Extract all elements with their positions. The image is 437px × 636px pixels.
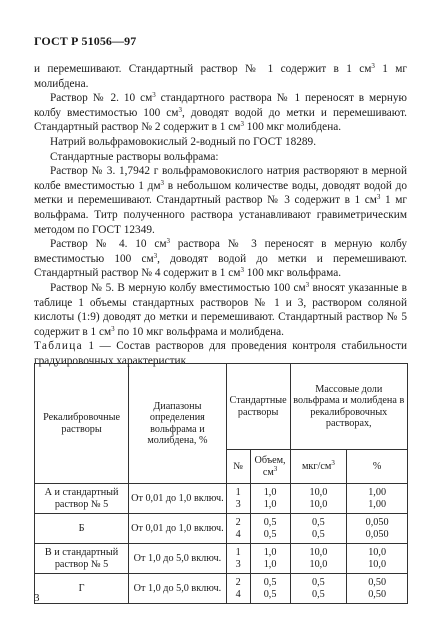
row-mkg: 0,5 0,5 <box>290 514 347 544</box>
row-volumes: 1,0 1,0 <box>250 544 290 574</box>
page-header: ГОСТ Р 51056—97 <box>34 34 137 48</box>
header-recalibration-solutions: Рекалибровочные растворы <box>35 364 129 484</box>
row-name: В и стандартный раствор № 5 <box>35 544 129 574</box>
row-numbers: 2 4 <box>226 574 250 604</box>
table-caption: Таблица 1 — Состав растворов для проведения контроля стабильности градуировочных характеристик <box>34 340 407 367</box>
row-range: От 0,01 до 1,0 включ. <box>129 484 227 514</box>
table-row <box>35 514 408 544</box>
header-mkg-per-cm3: мкг/$см^3$ <box>290 450 347 484</box>
row-name: Б <box>35 514 129 544</box>
composition-table <box>34 363 408 604</box>
header-mass-fractions: Массовые доли вольфрама и молибдена в рекалибровочных растворах, <box>290 364 407 450</box>
row-numbers: 1 3 <box>226 484 250 514</box>
page-number: 3 <box>34 592 40 604</box>
row-volumes: 0,5 0,5 <box>250 514 290 544</box>
row-range: От 1,0 до 5,0 включ. <box>129 574 227 604</box>
table-row <box>35 544 408 574</box>
paragraph-solution-4: Раствор № 4. 10 $см^3$ раствора № 3 переносят в мерную колбу вместимостью 100 $см^3$, доводят водой до метки и перемешивают. Стандартный раствор № 4 содержит в 1 $см^3$ 100 мкг вольфрама. <box>34 237 407 280</box>
header-ranges: Диапазоны определения вольфрама и молибдена, % <box>129 364 227 484</box>
table-row <box>35 574 408 604</box>
row-mkg: 10,0 10,0 <box>290 484 347 514</box>
row-name: А и стандартный раствор № 5 <box>35 484 129 514</box>
row-range: От 1,0 до 5,0 включ. <box>129 544 227 574</box>
row-volumes: 0,5 0,5 <box>250 574 290 604</box>
paragraph-molybdenum-1: и перемешивают. Стандартный раствор № 1 содержит в 1 $см^3$ 1 мг молибдена. <box>34 62 407 90</box>
paragraph-solution-5: Раствор № 5. В мерную колбу вместимостью 100 $см^3$ вносят указанные в таблице 1 объемы стандартных растворов № 1 и 3, раствором соляной кислоты (1:9) доводят до метки и перемешивают. Стандартный раствор № 5 содержит в 1 $см^3$ по 10 мкг вольфрама и молибдена. <box>34 280 407 338</box>
row-mkg: 10,0 10,0 <box>290 544 347 574</box>
row-numbers: 1 3 <box>226 544 250 574</box>
header-number: № <box>226 450 250 484</box>
paragraph-tungsten-standards: Стандартные растворы вольфрама: <box>50 150 219 163</box>
row-name: Г <box>35 574 129 604</box>
header-percent: % <box>347 450 408 484</box>
row-numbers: 2 4 <box>226 514 250 544</box>
header-volume: Объем, $см^3$ <box>250 450 290 484</box>
paragraph-sodium-tungstate: Натрий вольфрамовокислый 2-водный по ГОСТ 18289. <box>50 135 317 148</box>
table-row <box>35 484 408 514</box>
row-volumes: 1,0 1,0 <box>250 484 290 514</box>
header-standard-solutions: Стандартные растворы <box>226 364 290 450</box>
row-mkg: 0,5 0,5 <box>290 574 347 604</box>
document-body <box>34 62 407 368</box>
table-caption-label: Таблица <box>34 340 83 353</box>
row-percent: 1,00 1,00 <box>347 484 408 514</box>
row-percent: 10,0 10,0 <box>347 544 408 574</box>
paragraph-solution-2: Раствор № 2. 10 $см^3$ стандартного раствора № 1 переносят в мерную колбу вместимостью 100 $см^3$, доводят водой до метки и перемешивают. Стандартный раствор № 2 содержит в 1 $см^3$ 100 мкг молибдена. <box>34 91 407 134</box>
row-range: От 0,01 до 1,0 включ. <box>129 514 227 544</box>
row-percent: 0,050 0,050 <box>347 514 408 544</box>
row-percent: 0,50 0,50 <box>347 574 408 604</box>
paragraph-solution-3: Раствор № 3. 1,7942 г вольфрамовокислого натрия растворяют в мерной колбе вместимостью 1 $дм^3$ в небольшом количестве воды, доводят водой до метки и перемешивают. Стандартный раствор № 3 содержит в 1 $см^3$ 1 мг вольфрама. Титр полученного раствора устанавливают гравиметрическим методом по ГОСТ 12349. <box>34 165 407 236</box>
